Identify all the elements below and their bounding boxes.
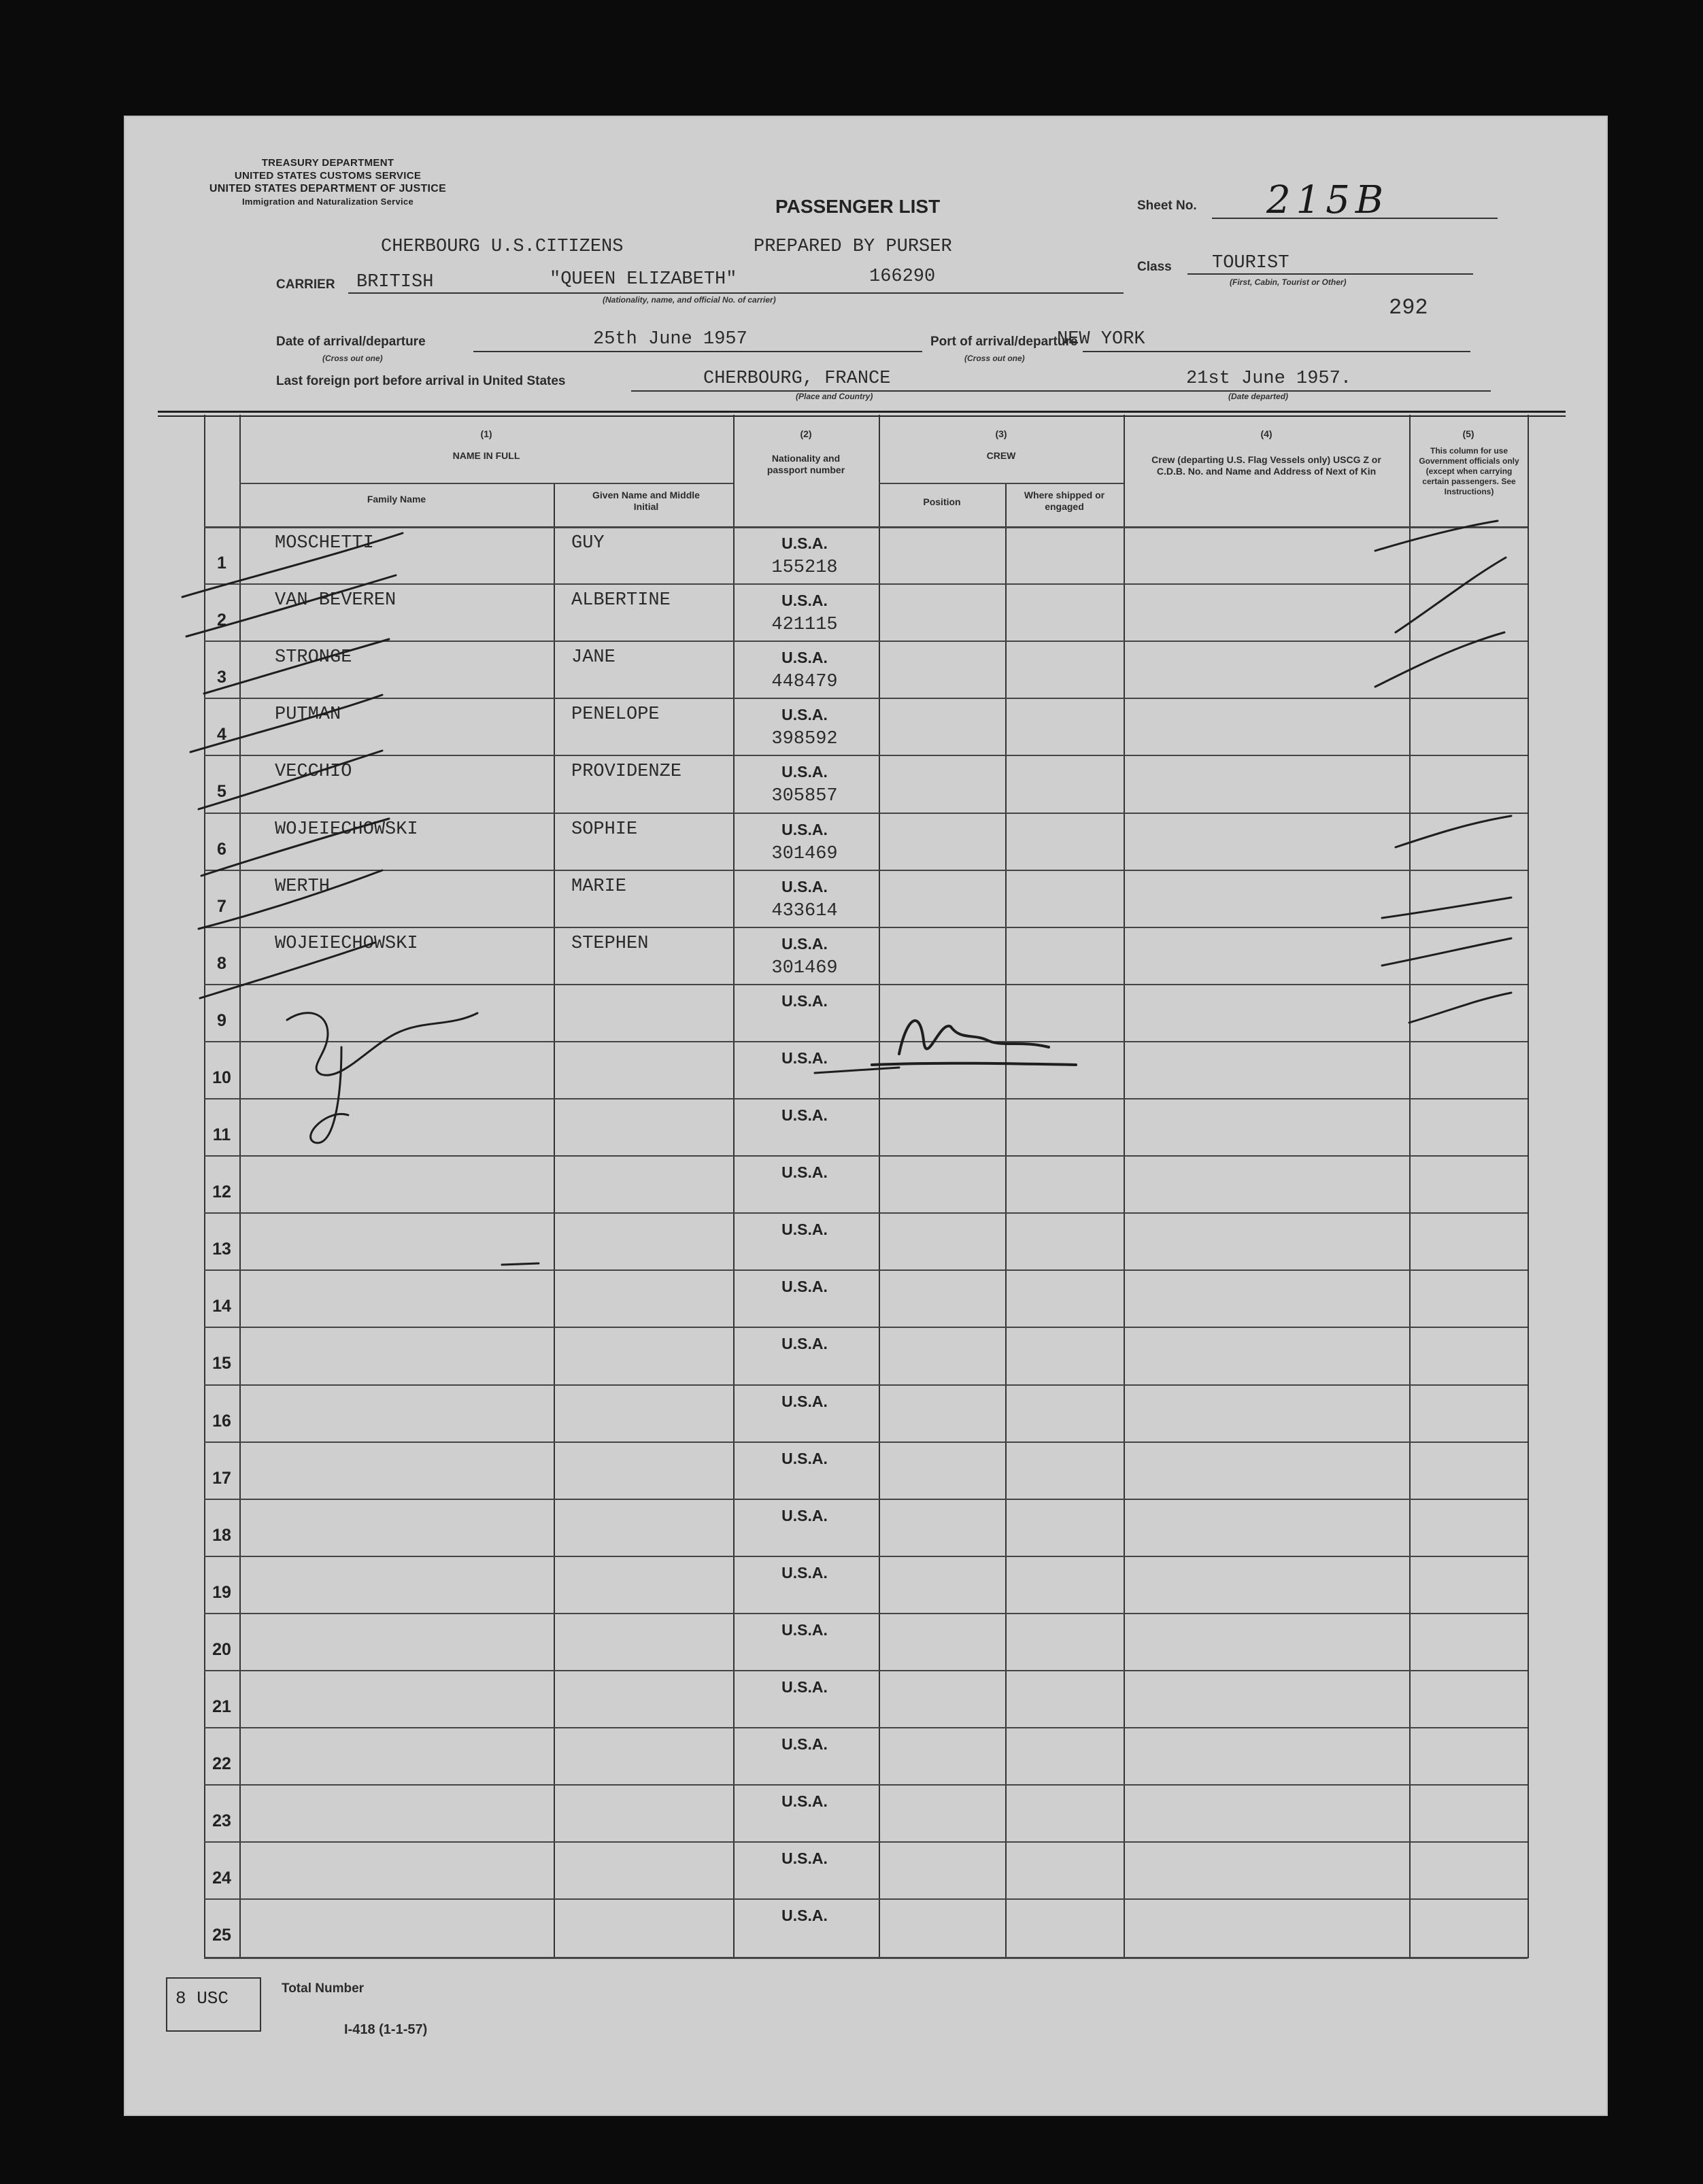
row-number: 11 [212, 1125, 231, 1144]
nationality-cell: U.S.A. [781, 1335, 828, 1353]
nationality-cell: U.S.A. [781, 649, 828, 667]
passport-number-cell: 301469 [771, 843, 838, 864]
nationality-cell: U.S.A. [781, 1048, 828, 1067]
passport-number-cell: 448479 [771, 672, 838, 693]
row-number: 25 [212, 1926, 231, 1945]
top-note-right: PREPARED BY PURSER [754, 237, 952, 257]
family-name-cell: WOJEIECHOWSKI [275, 933, 418, 954]
row-number: 22 [212, 1754, 231, 1774]
check-mark-6 [201, 819, 389, 876]
row-number: 16 [212, 1411, 231, 1431]
document-page [124, 116, 1608, 2116]
stamp-number: 292 [1389, 295, 1428, 320]
col5-title: This column for use Government officials only (except when carrying certain passengers. See Instructions) [1419, 446, 1519, 496]
carrier-nationality: BRITISH [356, 272, 434, 292]
given-name-cell: PROVIDENZE [571, 762, 682, 783]
family-name-cell: VAN BEVEREN [275, 590, 397, 611]
col3-title: CREW [986, 450, 1016, 461]
check-mark-4 [190, 695, 382, 752]
last-port-value: CHERBOURG, FRANCE [703, 369, 891, 389]
nationality-cell: U.S.A. [781, 877, 828, 895]
passport-number-cell: 155218 [771, 558, 838, 578]
check-mark-7 [199, 870, 382, 929]
agency-line-1: TREASURY DEPARTMENT [261, 157, 394, 169]
family-name-cell: VECCHIO [275, 762, 352, 783]
nationality-cell: U.S.A. [781, 1163, 828, 1182]
row-number: 12 [212, 1182, 231, 1202]
date-departed-caption: (Date departed) [1228, 392, 1289, 401]
given-name-cell: SOPHIE [571, 819, 638, 840]
nationality-cell: U.S.A. [781, 1792, 828, 1811]
row-number: 24 [212, 1869, 231, 1888]
right-check-3 [1375, 632, 1504, 687]
given-name-cell: PENELOPE [571, 704, 660, 726]
col2-number: (2) [800, 428, 812, 439]
carrier-label: CARRIER [276, 277, 335, 292]
carrier-number: 166290 [869, 267, 936, 287]
nationality-cell: U.S.A. [781, 991, 828, 1010]
nationality-cell: U.S.A. [781, 934, 828, 953]
dash-mark [502, 1263, 539, 1265]
passport-number-cell: 305857 [771, 786, 838, 807]
row-number: 6 [217, 839, 226, 859]
given-name-cell: STEPHEN [571, 933, 649, 954]
col-given-name: Given Name and Middle Initial [592, 490, 700, 512]
last-port-label: Last foreign port before arrival in United States [276, 374, 566, 388]
class-caption: (First, Cabin, Tourist or Other) [1230, 277, 1347, 287]
check-mark-5 [199, 751, 382, 809]
given-name-cell: MARIE [571, 876, 627, 897]
right-check-2 [1396, 558, 1506, 632]
carrier-caption: (Nationality, name, and official No. of carrier) [603, 295, 776, 305]
col-where-shipped: Where shipped or engaged [1024, 490, 1105, 512]
nationality-cell: U.S.A. [781, 706, 828, 724]
passport-number-cell: 398592 [771, 729, 838, 750]
class-label: Class [1137, 260, 1172, 274]
col4-title: Crew (departing U.S. Flag Vessels only) USCG Z or C.D.B. No. and Name and Address of Next of Kin [1151, 454, 1381, 477]
row-number: 5 [217, 782, 226, 802]
nationality-cell: U.S.A. [781, 1849, 828, 1868]
form-number: I-418 (1-1-57) [344, 2022, 428, 2037]
arrival-port-cross-out: (Cross out one) [964, 354, 1025, 363]
check-mark-3 [204, 639, 389, 694]
right-check-7 [1409, 993, 1511, 1023]
arrival-port-value: NEW YORK [1057, 329, 1145, 349]
nationality-cell: U.S.A. [781, 1620, 828, 1639]
row-number: 19 [212, 1582, 231, 1602]
nationality-cell: U.S.A. [781, 820, 828, 838]
row-number: 17 [212, 1468, 231, 1488]
row-number: 13 [212, 1240, 231, 1259]
nationality-cell: U.S.A. [781, 1278, 828, 1296]
row-number: 2 [217, 611, 226, 630]
row-number: 3 [217, 668, 226, 687]
col2-title: Nationality and passport number [766, 453, 845, 475]
row-number: 18 [212, 1525, 231, 1545]
total-number-label: Total Number [282, 1981, 365, 1996]
row-number: 15 [212, 1354, 231, 1373]
row-number: 14 [212, 1297, 231, 1316]
nationality-cell: U.S.A. [781, 592, 828, 610]
family-name-cell: MOSCHETTI [275, 533, 374, 553]
arrival-date-value: 25th June 1957 [593, 329, 747, 349]
family-name-cell: WERTH [275, 876, 331, 897]
nationality-cell: U.S.A. [781, 534, 828, 552]
strike-mark [815, 1068, 899, 1073]
signature-underline [872, 1063, 1076, 1065]
nationality-cell: U.S.A. [781, 1449, 828, 1467]
last-port-caption: (Place and Country) [796, 392, 873, 401]
row-number: 7 [217, 896, 226, 916]
date-departed: 21st June 1957. [1186, 369, 1352, 389]
agency-line-2: UNITED STATES CUSTOMS SERVICE [234, 170, 422, 182]
passport-number-cell: 301469 [771, 957, 838, 978]
arrival-cross-out: (Cross out one) [322, 354, 383, 363]
arrival-port-label: Port of arrival/departure [930, 335, 1078, 349]
nationality-cell: U.S.A. [781, 1678, 828, 1696]
carrier-name: "QUEEN ELIZABETH" [550, 269, 737, 290]
given-name-cell: JANE [571, 647, 616, 668]
usc-box-text: 8 USC [175, 1988, 229, 2009]
right-check-6 [1382, 938, 1511, 966]
check-mark-1 [182, 533, 403, 597]
col1-number: (1) [480, 428, 492, 439]
agency-line-3: UNITED STATES DEPARTMENT OF JUSTICE [209, 183, 447, 194]
arrival-date-label: Date of arrival/departure [276, 335, 426, 349]
row-number: 8 [217, 953, 226, 973]
handwritten-note-bottom [311, 1047, 348, 1143]
given-name-cell: ALBERTINE [571, 590, 671, 611]
row-number: 21 [212, 1697, 231, 1716]
row-number: 23 [212, 1811, 231, 1831]
row-number: 10 [212, 1068, 231, 1087]
sheet-label: Sheet No. [1137, 199, 1197, 213]
nationality-cell: U.S.A. [781, 1221, 828, 1239]
row-number: 9 [217, 1010, 226, 1030]
agency-line-4: Immigration and Naturalization Service [242, 197, 414, 207]
col4-number: (4) [1260, 428, 1272, 439]
passport-number-cell: 433614 [771, 900, 838, 921]
family-name-cell: PUTMAN [275, 704, 341, 726]
right-check-1 [1375, 521, 1498, 551]
check-mark-2 [186, 575, 396, 636]
nationality-cell: U.S.A. [781, 1907, 828, 1925]
top-note-left: CHERBOURG U.S.CITIZENS [381, 237, 624, 257]
given-name-cell: GUY [571, 533, 605, 553]
family-name-cell: WOJEIECHOWSKI [275, 819, 418, 840]
class-value: TOURIST [1212, 253, 1289, 273]
col3-number: (3) [995, 428, 1007, 439]
nationality-cell: U.S.A. [781, 1563, 828, 1582]
nationality-cell: U.S.A. [781, 763, 828, 781]
right-check-4 [1396, 816, 1511, 847]
nationality-cell: U.S.A. [781, 1506, 828, 1524]
nationality-cell: U.S.A. [781, 1392, 828, 1410]
check-mark-8 [200, 942, 375, 998]
col-position: Position [923, 496, 961, 507]
handwritten-note-top [287, 1013, 477, 1076]
col5-number: (5) [1462, 428, 1474, 439]
sheet-number: 215B [1266, 178, 1389, 222]
col-family-name: Family Name [367, 494, 426, 505]
nationality-cell: U.S.A. [781, 1106, 828, 1124]
row-number: 20 [212, 1639, 231, 1659]
page-title: PASSENGER LIST [775, 196, 941, 217]
family-name-cell: STRONGE [275, 647, 352, 668]
col1-title: NAME IN FULL [452, 450, 520, 461]
signature [899, 1021, 1049, 1054]
nationality-cell: U.S.A. [781, 1735, 828, 1754]
row-number: 1 [217, 553, 226, 573]
right-check-5 [1382, 898, 1511, 918]
row-number: 4 [217, 725, 226, 745]
passport-number-cell: 421115 [771, 615, 838, 636]
handwriting-overlay [124, 116, 1608, 2116]
